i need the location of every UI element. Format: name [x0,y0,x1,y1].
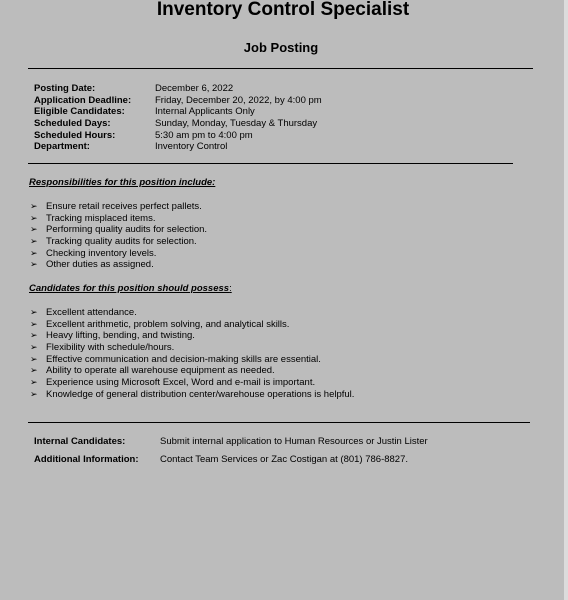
list-item-text: Tracking quality audits for selection. [46,236,197,248]
list-item-text: Ability to operate all warehouse equipment as needed. [46,365,275,377]
page-edge [564,0,568,600]
qualifications-heading [29,283,232,294]
detail-row-scheduled-hours [34,130,322,142]
list-item [30,259,207,271]
list-item-text: Performing quality audits for selection. [46,224,208,236]
detail-row-scheduled-days [34,118,322,130]
list-item [30,213,207,225]
qualifications-heading-colon: : [229,283,232,294]
document-subtitle: Job Posting [243,40,319,55]
detail-label: Application Deadline: [34,94,132,106]
detail-row-posting-date [34,83,322,95]
divider-footer [28,422,530,423]
detail-row-application-deadline [34,95,322,107]
detail-label: Department: [34,141,90,153]
detail-label: Posting Date: [34,83,96,94]
list-item-text: Other duties as assigned. [46,259,154,271]
footer-row-internal-candidates [34,433,428,451]
arrow-bullet-icon: ➢ [30,307,38,317]
list-item [30,248,207,260]
list-item [30,354,354,366]
qualifications-heading-text: Candidates for this position should possess [29,283,230,294]
arrow-bullet-icon: ➢ [30,247,38,258]
list-item [30,365,354,377]
responsibilities-heading [29,177,215,188]
detail-value: Inventory Control [155,141,228,153]
arrow-bullet-icon: ➢ [30,342,38,353]
arrow-bullet-icon: ➢ [30,353,38,364]
list-item [30,342,354,354]
footer-label: Additional Information: [34,453,139,465]
qualifications-list [30,307,354,401]
list-item-text: Excellent arithmetic, problem solving, and analytical skills. [46,318,290,330]
list-item-text: Effective communication and decision-making skills are essential. [46,353,321,365]
list-item [30,307,354,319]
arrow-bullet-icon: ➢ [30,365,38,376]
footer-row-additional-information [34,451,428,469]
list-item-text: Experience using Microsoft Excel, Word and e-mail is important. [46,377,316,389]
detail-value: Internal Applicants Only [155,106,255,118]
footer-info [34,433,428,468]
arrow-bullet-icon: ➢ [30,388,38,399]
footer-value: Submit internal application to Human Resources or Justin Lister [160,436,428,447]
detail-row-eligible-candidates [34,106,322,118]
detail-label: Eligible Candidates: [34,106,125,118]
arrow-bullet-icon: ➢ [30,377,38,388]
list-item [30,236,207,248]
responsibilities-list [30,201,207,271]
list-item-text: Flexibility with schedule/hours. [46,342,175,354]
list-item [30,389,354,401]
list-item-text: Excellent attendance. [46,307,137,318]
arrow-bullet-icon: ➢ [30,201,38,211]
arrow-bullet-icon: ➢ [30,330,38,341]
arrow-bullet-icon: ➢ [30,212,38,223]
list-item-text: Knowledge of general distribution center/warehouse operations is helpful. [46,388,355,400]
detail-value: Sunday, Monday, Tuesday & Thursday [155,118,318,130]
list-item [30,224,207,236]
detail-row-department [34,141,322,153]
list-item [30,319,354,331]
detail-value: 5:30 am pm to 4:00 pm [155,129,253,141]
document-title: Inventory Control Specialist [156,0,410,20]
arrow-bullet-icon: ➢ [30,224,38,235]
list-item-text: Checking inventory levels. [46,247,157,259]
list-item [30,330,354,342]
list-item [30,377,354,389]
detail-label: Scheduled Days: [34,118,111,130]
detail-value: Friday, December 20, 2022, by 4:00 pm [155,94,322,106]
divider-details [28,163,513,164]
list-item-text: Heavy lifting, bending, and twisting. [46,330,195,342]
list-item-text: Ensure retail receives perfect pallets. [46,201,202,212]
list-item-text: Tracking misplaced items. [46,212,156,224]
footer-label: Internal Candidates: [34,436,126,447]
list-item [30,201,207,213]
responsibilities-heading-text: Responsibilities for this position include: [29,177,216,188]
arrow-bullet-icon: ➢ [30,236,38,247]
divider-top [28,68,533,69]
footer-value: Contact Team Services or Zac Costigan at (801) 786-8827. [160,453,409,465]
detail-label: Scheduled Hours: [34,129,116,141]
arrow-bullet-icon: ➢ [30,318,38,329]
arrow-bullet-icon: ➢ [30,259,38,270]
detail-value: December 6, 2022 [155,83,234,94]
posting-details [34,83,322,153]
